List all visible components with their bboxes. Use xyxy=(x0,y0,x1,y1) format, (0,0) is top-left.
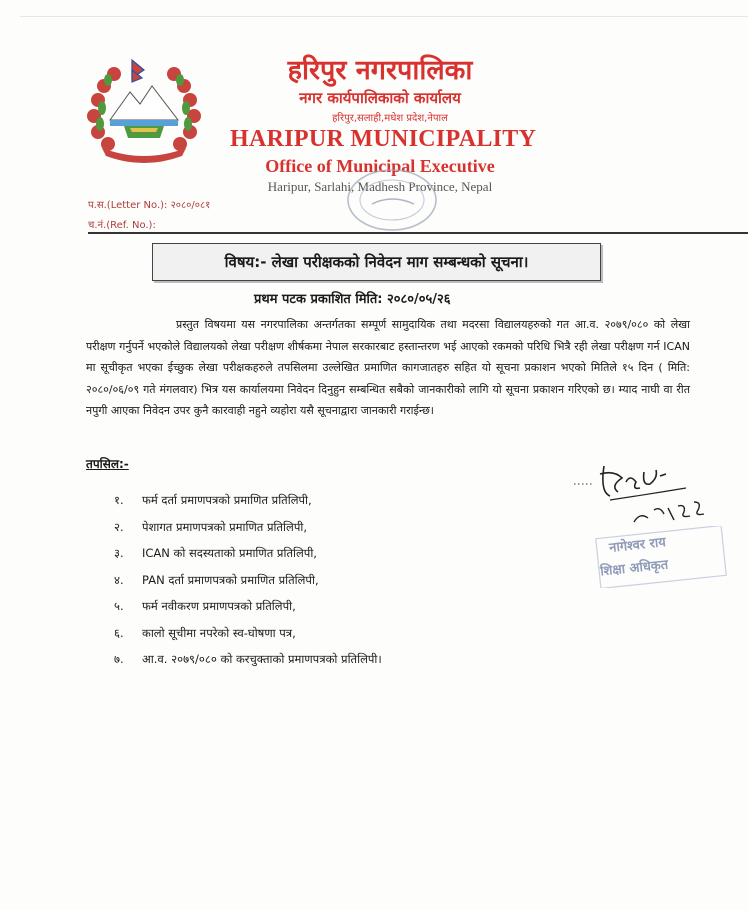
nepal-emblem-icon xyxy=(80,52,208,168)
list-item-number: ६. xyxy=(114,625,124,640)
list-item-number: ७. xyxy=(114,652,124,666)
list-item-text: ICAN को सदस्यताको प्रमाणित प्रतिलिपी, xyxy=(142,546,317,560)
address-nepali: हरिपुर,सलाही,मधेश प्रदेश,नेपाल xyxy=(332,113,448,124)
list-item-number: २. xyxy=(114,519,124,534)
header-divider xyxy=(88,232,748,234)
reference-number: च.नं.(Ref. No.): xyxy=(88,220,156,231)
list-item-text: PAN दर्ता प्रमाणपत्रको प्रमाणित प्रतिलिपी, xyxy=(142,572,319,587)
list-item xyxy=(114,514,382,541)
top-edge-line xyxy=(20,16,748,17)
list-item xyxy=(114,567,382,594)
subject-box xyxy=(152,243,601,281)
list-item-number: ५. xyxy=(114,599,124,613)
notice-body xyxy=(86,314,690,422)
letter-number: प.स.(Letter No.): २०८०/०८१ xyxy=(88,200,211,211)
municipality-name-english: HARIPUR MUNICIPALITY xyxy=(230,126,537,152)
list-item-text: आ.व. २०७९/०८० को करचुक्ताको प्रमाणपत्रको प्रतिलिपी। xyxy=(142,652,382,666)
list-item xyxy=(114,646,382,673)
list-item xyxy=(114,487,382,514)
list-item-number: ४. xyxy=(114,572,124,587)
list-item-number: १. xyxy=(114,493,124,507)
subject-title: विषय:- लेखा परीक्षकको निवेदन माग सम्बन्धको सूचना। xyxy=(224,253,529,271)
list-item-number: ३. xyxy=(114,546,124,560)
notice-paragraph: प्रस्तुत विषयमा यस नगरपालिका अन्तर्गतका सम्पूर्ण सामुदायिक तथा मदरसा विद्यालयहरुको गत आ.व. २०७९/०८० को लेखा परीक्षण गर्नुपर्ने भएकोले विद्यालयको लेखा परीक्षण शीर्षकमा नेपाल सरकारबाट हस्तान्तरण भई आएको रकमको परिधि भित्रै रही लेखा परीक्षण गर्न ICAN मा सूचीकृत भएका ईच्छुक लेखा परीक्षकहरुले तपसिलमा उल्लेखित प्रमाणित कागजातहरु सहित यो सूचना प्रकाशन भएको मितिले १५ दिन ( मिति: २०८०/०६/०९ गते मंगलवार) भित्र यस कार्यालयमा निवेदन दिनुहुन सम्बन्धित सबैको जानकारीको लागि यो सूचना प्रकाशन गरिएको छ। म्याद नाघी वा रीत नपुगी आएका निवेदन उपर कुनै कारवाही नहुने व्यहोरा यसै सूचनाद्वारा जानकारी गराईन्छ। xyxy=(86,318,690,417)
list-item xyxy=(114,540,382,567)
published-date: प्रथम पटक प्रकाशित मिति: २०८०/०५/२६ xyxy=(254,292,451,307)
list-item xyxy=(114,593,382,620)
details-heading: तपसिल:- xyxy=(86,457,129,471)
office-name-nepali: नगर कार्यपालिकाको कार्यालय xyxy=(299,89,461,107)
officer-stamp-title: शिक्षा अधिकृत xyxy=(599,557,669,580)
list-item-text: पेशागत प्रमाणपत्रको प्रमाणित प्रतिलिपी, xyxy=(142,519,307,534)
list-item-text: फर्म नवीकरण प्रमाणपत्रको प्रतिलिपी, xyxy=(142,599,296,613)
document-list xyxy=(114,487,382,673)
address-english: Haripur, Sarlahi, Madhesh Province, Nepal xyxy=(267,179,493,194)
office-name-english: Office of Municipal Executive xyxy=(265,156,495,176)
officer-stamp-name: नागेश्वर राय xyxy=(608,535,667,556)
list-item-text: कालो सूचीमा नपरेको स्व-घोषणा पत्र, xyxy=(142,625,296,640)
list-item xyxy=(114,620,382,647)
office-seal-stamp xyxy=(336,164,444,234)
signature-icon xyxy=(570,452,720,532)
municipality-name-nepali: हरिपुर नगरपालिका xyxy=(287,55,473,86)
list-item-text: फर्म दर्ता प्रमाणपत्रको प्रमाणित प्रतिलिपी, xyxy=(142,493,312,507)
